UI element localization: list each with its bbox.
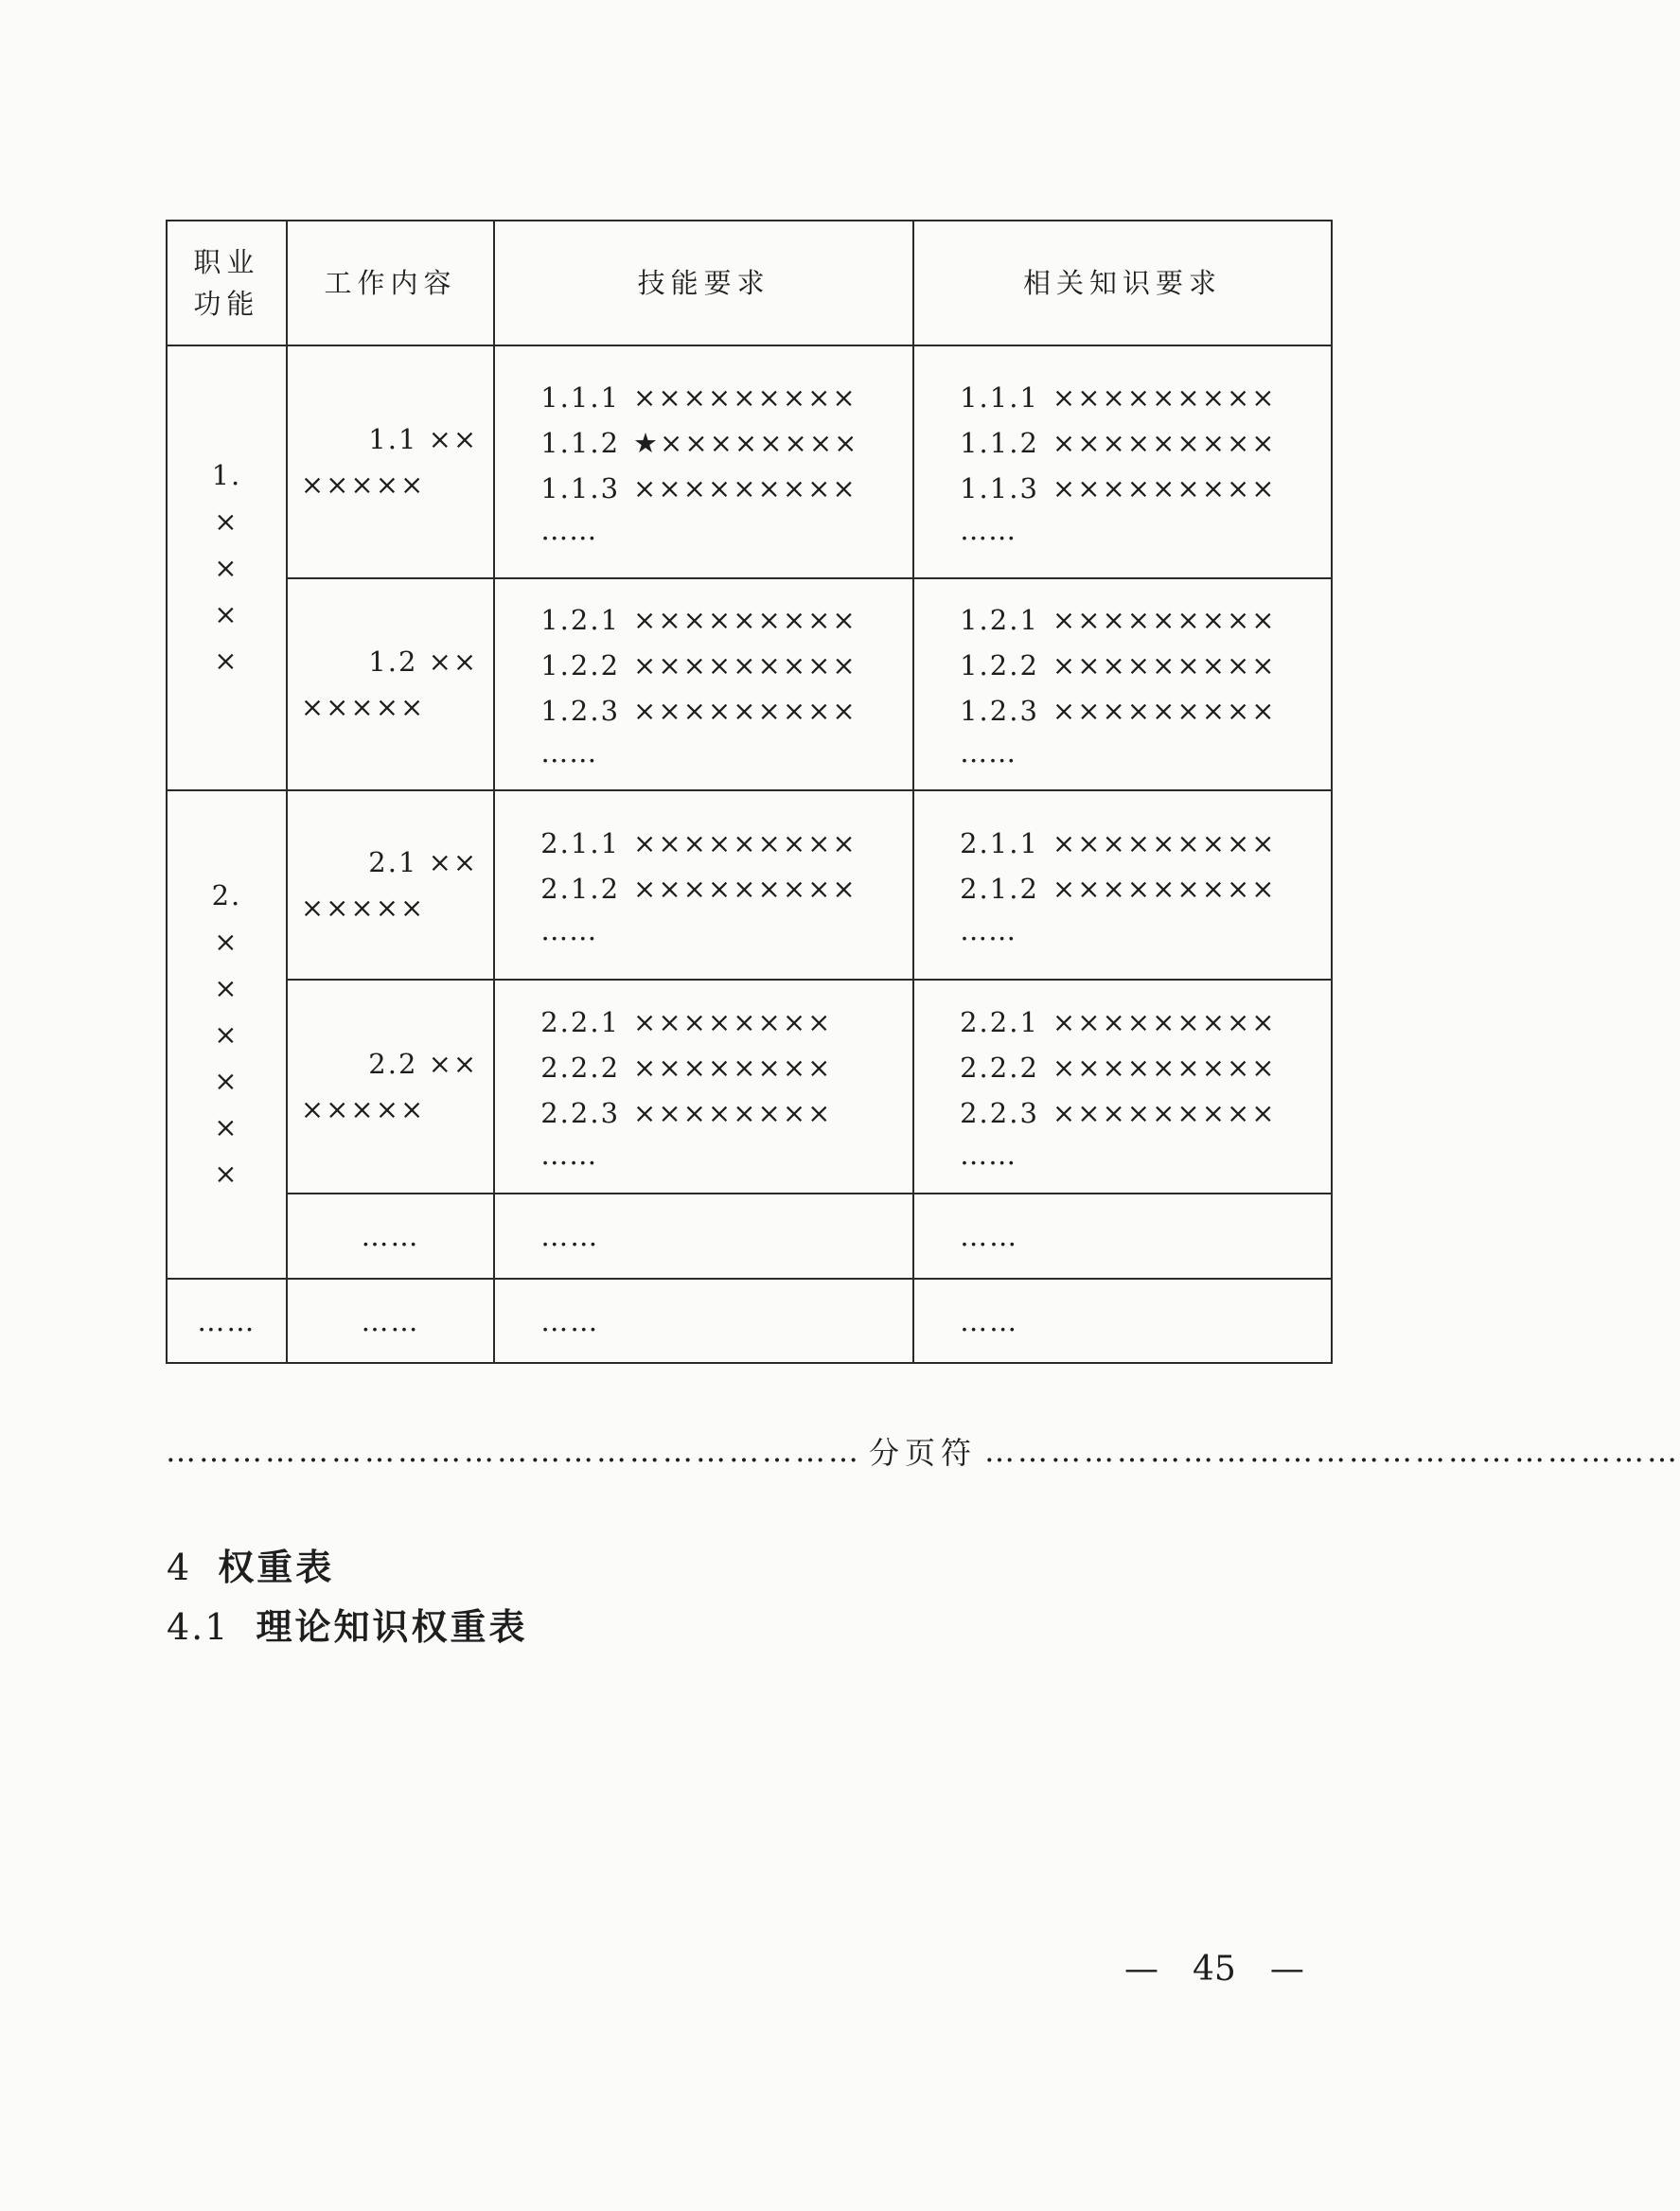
knowledge-item: 1.2.2 ××××××××× [960,649,1277,681]
work-cell: 2.2 ×× ××××× [287,980,494,1194]
header-function: 职业 功能 [167,221,287,345]
ellipsis: …… [960,736,1017,769]
skill-cell [494,345,913,578]
ellipsis: …… [960,914,1017,946]
table-row [167,790,1332,980]
ellipsis: …… [540,514,598,546]
section-heading [167,1538,334,1590]
subsection-number: 4.1 [167,1606,230,1648]
skill-item: 2.2.2 ×××××××× [540,1052,833,1084]
page-break-label: 分页符 [869,1435,978,1471]
knowledge-item: 1.2.3 ××××××××× [960,695,1277,727]
knowledge-item: 2.1.1 ××××××××× [960,827,1277,859]
section-number: 4 [167,1547,192,1588]
subsection-heading [167,1598,527,1650]
function-cell-1: 1. × × × × [167,345,287,790]
skill-item: 1.1.1 ××××××××× [540,381,858,414]
skill-cell [494,980,913,1194]
page-break-dots-right: ……………………………………………………… [984,1433,1680,1469]
knowledge-item: 1.1.3 ××××××××× [960,472,1277,504]
ellipsis-cell: …… [913,1194,1332,1279]
knowledge-item: 2.1.2 ××××××××× [960,873,1277,905]
work-cell: 2.1 ×× ××××× [287,790,494,980]
knowledge-item: 1.2.1 ××××××××× [960,604,1277,636]
skill-item: 1.1.3 ××××××××× [540,472,858,504]
table-row [167,1194,1332,1279]
knowledge-cell [913,578,1332,790]
skill-item: 2.1.2 ××××××××× [540,873,858,905]
knowledge-cell [913,980,1332,1194]
knowledge-cell [913,790,1332,980]
skill-item: 2.2.1 ×××××××× [540,1006,833,1038]
header-knowledge: 相关知识要求 [913,221,1332,345]
skill-item: 2.2.3 ×××××××× [540,1097,833,1129]
table-row [167,578,1332,790]
page-break-marker [166,1429,1680,1473]
skill-item: 1.2.3 ××××××××× [540,695,858,727]
ellipsis-cell: …… [167,1279,287,1363]
table-row [167,1279,1332,1363]
skill-item: 2.1.1 ××××××××× [540,827,858,859]
ellipsis-cell: …… [494,1194,913,1279]
header-skill: 技能要求 [494,221,913,345]
work-cell: 1.1 ×× ××××× [287,345,494,578]
function-cell-2: 2. × × × × × × [167,790,287,1279]
page-footer [1107,1950,1321,1989]
footer-dash-left: — [1124,1950,1158,1989]
ellipsis-cell: …… [287,1194,494,1279]
section-title: 权重表 [218,1547,335,1588]
knowledge-item: 2.2.3 ××××××××× [960,1097,1277,1129]
ellipsis-cell: …… [287,1279,494,1363]
table-row [167,980,1332,1194]
skill-item: 1.1.2 ★×××××××× [540,427,859,459]
knowledge-cell [913,345,1332,578]
ellipsis: …… [540,914,598,946]
ellipsis-cell: …… [913,1279,1332,1363]
table-row [167,345,1332,578]
ellipsis: …… [540,736,598,769]
skill-item: 1.2.1 ××××××××× [540,604,858,636]
footer-dash-right: — [1269,1950,1304,1989]
header-work: 工作内容 [287,221,494,345]
subsection-title: 理论知识权重表 [256,1606,528,1648]
knowledge-item: 1.1.2 ××××××××× [960,427,1277,459]
table-header-row [167,221,1332,345]
knowledge-item: 1.1.1 ××××××××× [960,381,1277,414]
ellipsis: …… [960,1139,1017,1171]
knowledge-item: 2.2.2 ××××××××× [960,1052,1277,1084]
knowledge-item: 2.2.1 ××××××××× [960,1006,1277,1038]
page-number: 45 [1193,1950,1236,1989]
skill-cell [494,578,913,790]
skill-standard-table [166,220,1333,1364]
page-break-dots-left: ……………………………………………………… [166,1433,861,1469]
work-cell: 1.2 ×× ××××× [287,578,494,790]
ellipsis-cell: …… [494,1279,913,1363]
ellipsis: …… [960,514,1017,546]
skill-item: 1.2.2 ××××××××× [540,649,858,681]
skill-cell [494,790,913,980]
ellipsis: …… [540,1139,598,1171]
